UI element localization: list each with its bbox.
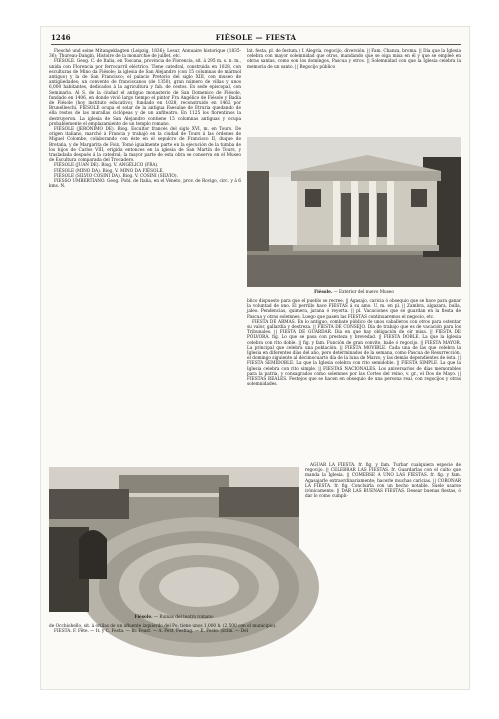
running-head: FIÉSOLE — FIESTA: [215, 33, 297, 42]
text-paragraph: FIESTA DE ARMAS. En lo antiguo, combate público de unos caballeros con otros para ostentar su valor, gallardía y destreza. || FIESTA DE CONSEJO. Día de trabajo que es de vacación para los Tribunales. || FIESTA DE GUARDAR. Día en que hay obligación de oír misa. || FIESTA DE PÓLVORA. fig. Lo que se pasa con presteza y brevedad. || FIESTA DOBLE. La que la Iglesia celebra con rito doble. || fig. y fam. Función de gran convite, baile ó regocijo. || FIESTA MAYOR. La principal que celebra una población. || FIESTA MOVIBLE. Cada una de las que celebra la Iglesia en diferentes días del año, pero determinados de la semana, como Pascua de Resurrección, el domingo siguiente al décimocuarto día de la luna de Marzo, y las demás dependientes de ésta. || FIESTA SEMIDOBLE. La que la Iglesia celebra con rito semidoble. || FIESTA SIMPLE. La que la Iglesia celebra con rito simple. || FIESTAS NACIONALES. Los aniversarios de días memorables para la patria, y consagrados como solemnes por las Cortes del reino, v. gr., el Dos de Mayo. || FIESTAS REALES. Festejos que se hacen en obsequio de una persona real, con regocijos y otras solemnidades.: [247, 319, 463, 388]
museum-illustration: [247, 137, 461, 287]
text-paragraph: FIÉSOLE (JERÓNIMO DE). Biog. Escultor francés del siglo XVI, m. en Tours. De origen italiano, marchó á Francia y trabajó en la ciudad de Tours á las órdenes de Miguel Colombe, colaborando con éste en el sepulcro de Francisco II, duque de Bretaña, y de Margarita de Foix. Tomó igualmente parte en la ejecución de la tumba de los hijos de Carlos VIII, erigida entonces en la iglesia de San Martín de Tours, y trasladada después á la catedral; la mayor parte de esta obra se conserva en el Museo de Escultura comparada del Trocadero.: [49, 127, 243, 164]
right-column-middle-text: [247, 299, 461, 459]
theatre-caption-text: — Ruinas del teatro romano: [153, 614, 214, 619]
left-column-bottom-text: [49, 624, 299, 684]
page-number: 1246: [51, 33, 71, 42]
museum-caption: [247, 289, 461, 294]
text-paragraph: FIÉSOLE (SILVIO COSINI DA). Biog. V. COSINI (SILVIO).: [54, 173, 178, 179]
museum-caption-text: — Exterior del nuevo Museo: [333, 289, 394, 294]
dictionary-page: [40, 26, 470, 690]
text-paragraph: FIÉSOLE. Geog. C. de Italia, en Toscana, provincia de Florencia, sit. á 295 m. s. n. m., unida con Florencia por ferrocarril eléctrico. Tiene catedral, construida en 1028, con esculturas de Mino da Fiésole; la iglesia de San Alejandro (con 15 columnas de mármol antiguo) y la de San Francisco; el palacio Pretorio del siglo XIII, con museo de antigüedades; un convento de franciscanos (de 1350), gran número de villas y unos 6,000 habitantes, dedicados á la agricultura y fab. de cestos. Es sede episcopal, con Seminario. Al S. de la ciudad el antiguo monasterio de San Domenico de Fiésole, fundado en 1406, en donde vivió largo tiempo el pintor Fra Angélico de Fiésole y Badía de Fiésole (hoy instituto educativo), fundado en 1028, reconstruido en 1462 por Brunelleschi. FIÉSOLE ocupa el solar de la antigua Faesulae de Etruria quedando de ella restos de las murallas ciclópeas y de un anfiteatro. En 1125 los florentinos la destruyeron. La iglesia de San Alejandro contiene 15 columnas antiguas y ocupa probablemente el emplazamiento de un templo romano.: [49, 59, 243, 127]
museum-photo: [247, 137, 461, 287]
text-paragraph: AGUAR LA FIESTA. fr. fig. y fam. Turbar cualquiera especie de regocijo. || CELEBRAR LAS FIESTAS. fr. Guardarlas con el culto que manda la Iglesia. || COMERSE A UNO LAS FIESTAS. fr. fig. y fam. Agasajarle extraordinariamente; hacerle muchas caricias. || CORONAR LA FIESTA. fr. fig. Concluirla con un hecho notable. Suele usarse irónicamente. || DAR LAS BUENAS FIESTAS. Desear buenas fiestas, ó dar lo como cumpli-: [305, 463, 463, 500]
text-paragraph: FIESSO UMBERTIANO. Geog. Pobl. de Italia, en el Véneto, prov. de Rovigo, circ. y á 6 kms. N.: [49, 179, 243, 190]
theatre-photo: [49, 467, 299, 612]
text-paragraph: de Occhiobello, sit. á orillas de un afluente izquierdo del Po; tiene unos 1,000 h. (2,500 con el municipio).: [49, 624, 277, 629]
header-rule: [51, 44, 461, 45]
text-paragraph: FIÉSOLE (JUAN DE). Biog. V. ANGÉLICO (FRA).: [54, 163, 159, 169]
text-paragraph: Fiesché und seine Mitangeklagten (Leipzig, 1836); Lesur, Annuaire historique (1835-36); Thureau-Dangin, Histoire de la monarchie de juillet, etc.: [49, 49, 241, 60]
theatre-caption: [49, 614, 299, 619]
theatre-illustration: [49, 467, 299, 612]
text-paragraph: FIESTA. F. Fête. — It. y C. Festa. — In. Feast. — A. Fest, Festtag. — E. Festo. (Etim. — Del: [54, 629, 248, 635]
page-header: [51, 33, 461, 43]
text-paragraph: lat. festa, pl. de festum.) f. Alegría, regocijo, diversión. || Fam. Chanza, broma. || Día que la Iglesia celebra con mayor solemnidad que otros, mandando que se oiga misa en él y que se empleé en obras santas, como son los domingos, Pascua y otros. || Solemnidad con que la Iglesia celebra la memoria de un santo. || Regocijo público: [247, 49, 463, 70]
right-column-bottom-text: [305, 463, 461, 685]
left-column-text: [49, 49, 241, 489]
text-paragraph: blico dispuesto para que el pueblo se recree. || Agasajo, caricia ó obsequio que se hace para ganar la voluntad de uno. El perrillo hace FIESTAS á su amo. U. m. en pl. || Zambra, algazara, bulla, jaleo. Pendencias, quimera, jarana ó reyerta. || pl. Vacaciones que se guardan en la fiesta de Pascua y otras solemnes. Luego que pasen las FIESTAS continuaremos el negocio, etc.: [247, 299, 463, 320]
museum-caption-lead: Fiésole.: [314, 289, 333, 294]
text-paragraph: FIÉSOLE (MINO DA). Biog. V. MINO DA FIÉSOLE.: [54, 168, 164, 174]
theatre-caption-lead: Fiésole.: [134, 614, 153, 619]
right-column-top-text: [247, 49, 461, 135]
